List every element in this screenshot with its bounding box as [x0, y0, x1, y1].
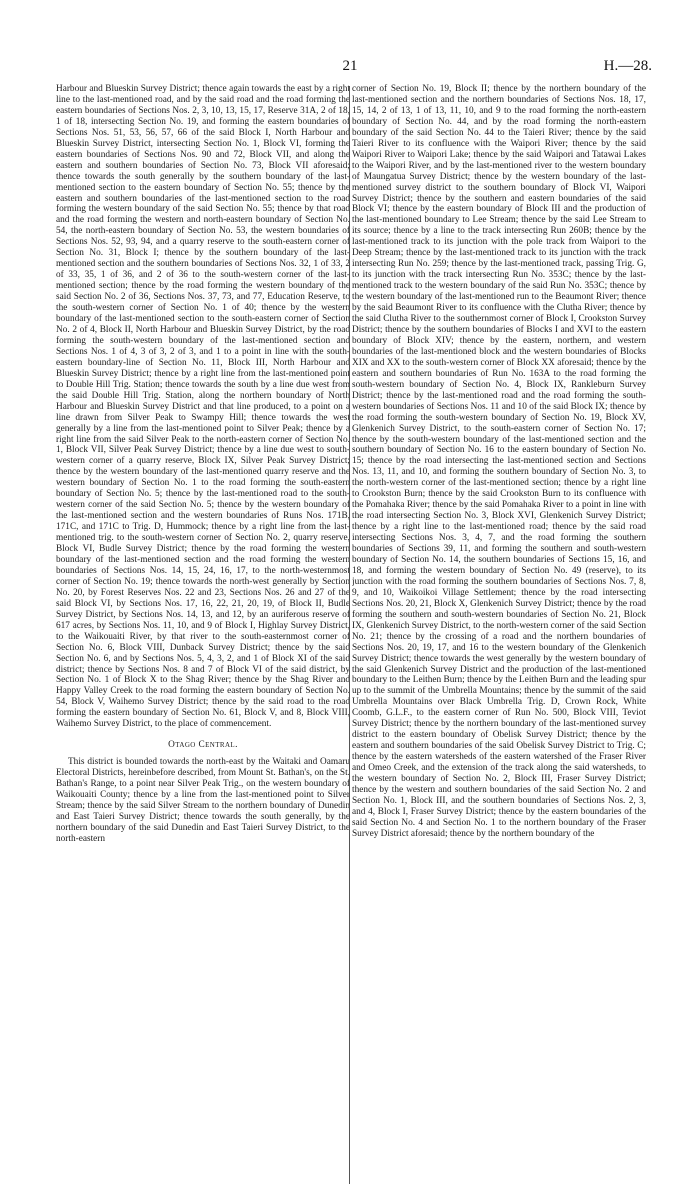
page-number: 21 [342, 58, 358, 74]
boundary-description-continued: Harbour and Blueskin Survey District; thence again towards the east by a right line to the last-mentioned road, and by the said road and the road forming the eastern boundaries of Sections Nos. 2, 3, 10, 13, 15, 17, Reserve 31A, 2 of 18, 1 of 18, intersecting Section No. 19, and forming the eastern boundaries of Sections Nos. 51, 53, 56, 57, 66 of the said Block I, North Harbour and Blueskin Survey District, intersecting Section No. 1, Block VI, forming the eastern boundaries of Sections Nos. 90 and 72, Block VII, and along the eastern and southern boundaries of Section No. 73, Block VII aforesaid; thence towards the south generally by the southern boundary of the last-mentioned section to the eastern boundary of Section No. 55; thence by the eastern and southern boundaries of the last-mentioned section to the road forming the western boundary of the said Section No. 55; thence by that road and the road forming the western and north-eastern boundary of Section No. 54, the north-eastern boundary of Section No. 53, the western boundaries of Sections Nos. 52, 93, 94, and a quarry reserve to the south-eastern corner of Section No. 31, Block I; thence by the southern boundary of the last-mentioned section and the southern boundaries of Sections Nos. 32, 1 of 33, 2 of 33, 35, 1 of 36, and 2 of 36 to the south-western corner of the last-mentioned section; thence by the road forming the western boundary of the said Section No. 2 of 36, Sections Nos. 37, 73, and 77, Education Reserve, to the south-western corner of Section No. 1 of 40; thence by the western boundary of the last-mentioned section to the south-eastern corner of Section No. 2 of 4, Block II, North Harbour and Blueskin Survey District, by the road forming the south-western boundary of the last-mentioned section and Sections Nos. 1 of 4, 3 of 3, 2 of 3, and 1 to a point in line with the south-eastern boundary-line of Section No. 11, Block III, North Harbour and Blueskin Survey District; thence by a right line from the last-mentioned point to Double Hill Trig. Station; thence towards the south by a line due west from the said Double Hill Trig. Station, along the northern boundary of North Harbour and Blueskin Survey District and that line produced, to a point on a line drawn from Silver Peak to Swampy Hill; thence towards the west generally by a line from the last-mentioned point to Silver Peak; thence by a right line from the said Silver Peak to the north-eastern corner of Section No. 1, Block VII, Silver Peak Survey District; thence by a line due west to south-western corner of a quarry reserve, Block IX, Silver Peak Survey District; thence by the western boundary of the last-mentioned quarry reserve and the western boundary of Section No. 1 to the road forming the south-eastern boundary of Section No. 5; thence by the last-mentioned road to the south-western corner of the said Section No. 5; thence by the western boundary of the last-mentioned section and the western boundaries of Runs Nos. 171B, 171C, and 171C to Trig. D, Hummock; thence by a right line from the last-mentioned trig. to the south-western corner of Section No. 2, quarry reserve, Block VI, Budle Survey District; thence by the road forming the western boundary of the last-mentioned section and the road forming the western boundaries of Sections Nos. 14, 15, 24, 16, 17, to the north-westernmost corner of Section No. 19; thence towards the north-west generally by Section No. 20, by Forest Reserves Nos. 22 and 23, Sections Nos. 26 and 27 of the said Block VI, by Sections Nos. 17, 16, 22, 21, 20, 19, of Block II, Budle Survey District, by Sections Nos. 14, 13, and 12, by an auriferous reserve of 617 acres, by Sections Nos. 11, 10, and 9 of Block I, Highlay Survey District, to the Waikouaiti River, by that river to the south-easternmost corner of Section No. 6, Block VIII, Dunback Survey District; thence by the said Section No. 6, and by Sections Nos. 5, 4, 3, 2, and 1 of Block XI of the said district; thence by Sections Nos. 8 and 7 of Block VI of the said district, by Section No. 1 of Block X to the Shag River; thence by the Shag River and Happy Valley Creek to the road forming the eastern boundary of Section No. 54, Block V, Waihemo Survey District; thence by the said road to the road forming the eastern boundary of Section No. 61, Block V, and 8, Block VIII, Waihemo Survey District, to the place of commencement. [56, 84, 350, 730]
otago-central-description: This district is bounded towards the north-east by the Waitaki and Oamaru Electoral Districts, hereinbefore described, from Mount St. Bathan's, on the St. Bathan's Range, to a point near Silver Peak Trig., on the western boundary of Waikouaiti County; thence by a line from the last-mentioned point to Silver Stream; thence by the said Silver Stream to the northern boundary of Dunedin and East Taieri Survey District; thence towards the south generally, by the northern boundary of the said Dunedin and East Taieri Survey District, to the north-eastern [56, 757, 350, 844]
right-column [352, 84, 646, 1184]
otago-central-description-continued: corner of Section No. 19, Block II; thence by the northern boundary of the last-mentioned section and the northern boundaries of Sections Nos. 18, 17, 15, 14, 2 of 13, 1 of 13, 11, 10, and 9 to the road forming the north-eastern boundary of Section No. 44, and by the road forming the north-eastern boundary of the said Section No. 44 to the Taieri River; thence by the said Taieri River to its confluence with the Waipori River; thence by the said Waipori River to Waipori Lake; thence by the said Waipori and Tatawai Lakes to the Waipori River, and by the last-mentioned river to the western boundary of Maungatua Survey District; thence by the western boundary of the last-mentioned survey district to the southern boundary of Block VI, Waipori Survey District; thence by the southern and eastern boundaries of the said Block VI; thence by the eastern boundary of Block III and the production of the last-mentioned boundary to Lee Stream; thence by the said Lee Stream to its source; thence by a line to the track intersecting Run 260B; thence by the last-mentioned track to its junction with the pole track from Waipori to the Deep Stream; thence by the last-mentioned track to its junction with the track intersecting Run No. 259; thence by the last-mentioned track, passing Trig. G, to its junction with the track intersecting Run No. 353C; thence by the last-mentioned track to the western boundary of the said Run No. 353C; thence by the western boundary of the last-mentioned run to the Beaumont River; thence by the said Beaumont River to its confluence with the Clutha River; thence by the said Clutha River to the southernmost corner of Block I, Crookston Survey District; thence by the southern boundaries of Blocks I and XVI to the eastern boundary of Block XIV; thence by the eastern, northern, and western boundaries of the last-mentioned block and the western boundaries of Blocks XIX and XX to the south-western corner of Block XX aforesaid; thence by the eastern and southern boundaries of Run No. 163A to the road forming the south-western boundary of Section No. 4, Block IX, Rankleburn Survey District; thence by the last-mentioned road and the road forming the south-western boundaries of Sections Nos. 11 and 10 of the said Block IX; thence by the road forming the south-western boundary of Section No. 19, Block XV, Glenkenich Survey District, to the south-eastern corner of Section No. 17; thence by the south-western boundary of the last-mentioned section and the southern boundary of Section No. 16 to the eastern boundary of Section No. 15; thence by the road intersecting the last-mentioned section and Sections Nos. 13, 11, and 10, and forming the southern boundary of Section No. 3, to the north-western corner of the last-mentioned section; thence by a right line to Crookston Burn; thence by the said Crookston Burn to its confluence with the Pomahaka River; thence by the said Pomahaka River to a point in line with the road intersecting Section No. 3, Block XVI, Glenkenich Survey District; thence by a right line to the last-mentioned road; thence by the said road intersecting Sections Nos. 3, 4, 7, and the road forming the southern boundaries of Sections 39, 11, and forming the southern and south-western boundary of Section No. 14, the southern boundaries of Sections 15, 16, and 18, and forming the western boundary of Section No. 49 (reserve), to its junction with the road forming the southern boundaries of Sections Nos. 7, 8, 9, and 10, Waikoikoi Village Settlement; thence by the road intersecting Sections Nos. 20, 21, Block X, Glenkenich Survey District; thence by the road forming the southern and south-western boundaries of Section No. 21, Block IX, Glenkenich Survey District, to the north-western corner of the said Section No. 21; thence by the crossing of a road and the northern boundaries of Sections Nos. 20, 19, 17, and 16 to the western boundary of the Glenkenich Survey District; thence towards the west generally by the western boundary of the said Glenkenich Survey District and the production of the last-mentioned boundary to the Leithen Burn; thence by the Leithen Burn and the leading spur up to the summit of the Umbrella Mountains; thence by the summit of the said Umbrella Mountains over Black Umbrella Trig. D, Crown Rock, White Coomb, G.L.F., to the eastern corner of Run No. 500, Block VIII, Teviot Survey District; thence by the northern boundary of the last-mentioned survey district to the eastern boundary of Obelisk Survey District; thence by the eastern and southern boundaries of the said Obelisk Survey District to Trig. C; thence by the eastern watersheds of the eastern watershed of the Fraser River and Omeo Creek, and the extension of the track along the said watersheds, to the western boundary of Section No. 2, Block III, Fraser Survey District; thence by the western and southern boundaries of the said Section No. 2 and Section No. 1, Block III, and the southern boundaries of Sections Nos. 2, 3, and 4, Block I, Fraser Survey District; thence by the eastern boundaries of the said Section No. 4 and Section No. 1 to the northern boundary of the Fraser Survey District aforesaid; thence by the northern boundary of the [352, 84, 646, 839]
document-reference: H.—28. [603, 58, 652, 74]
section-heading-otago-central: Otago Central. [168, 740, 238, 751]
column-divider [349, 86, 350, 1184]
left-column [56, 84, 350, 1184]
